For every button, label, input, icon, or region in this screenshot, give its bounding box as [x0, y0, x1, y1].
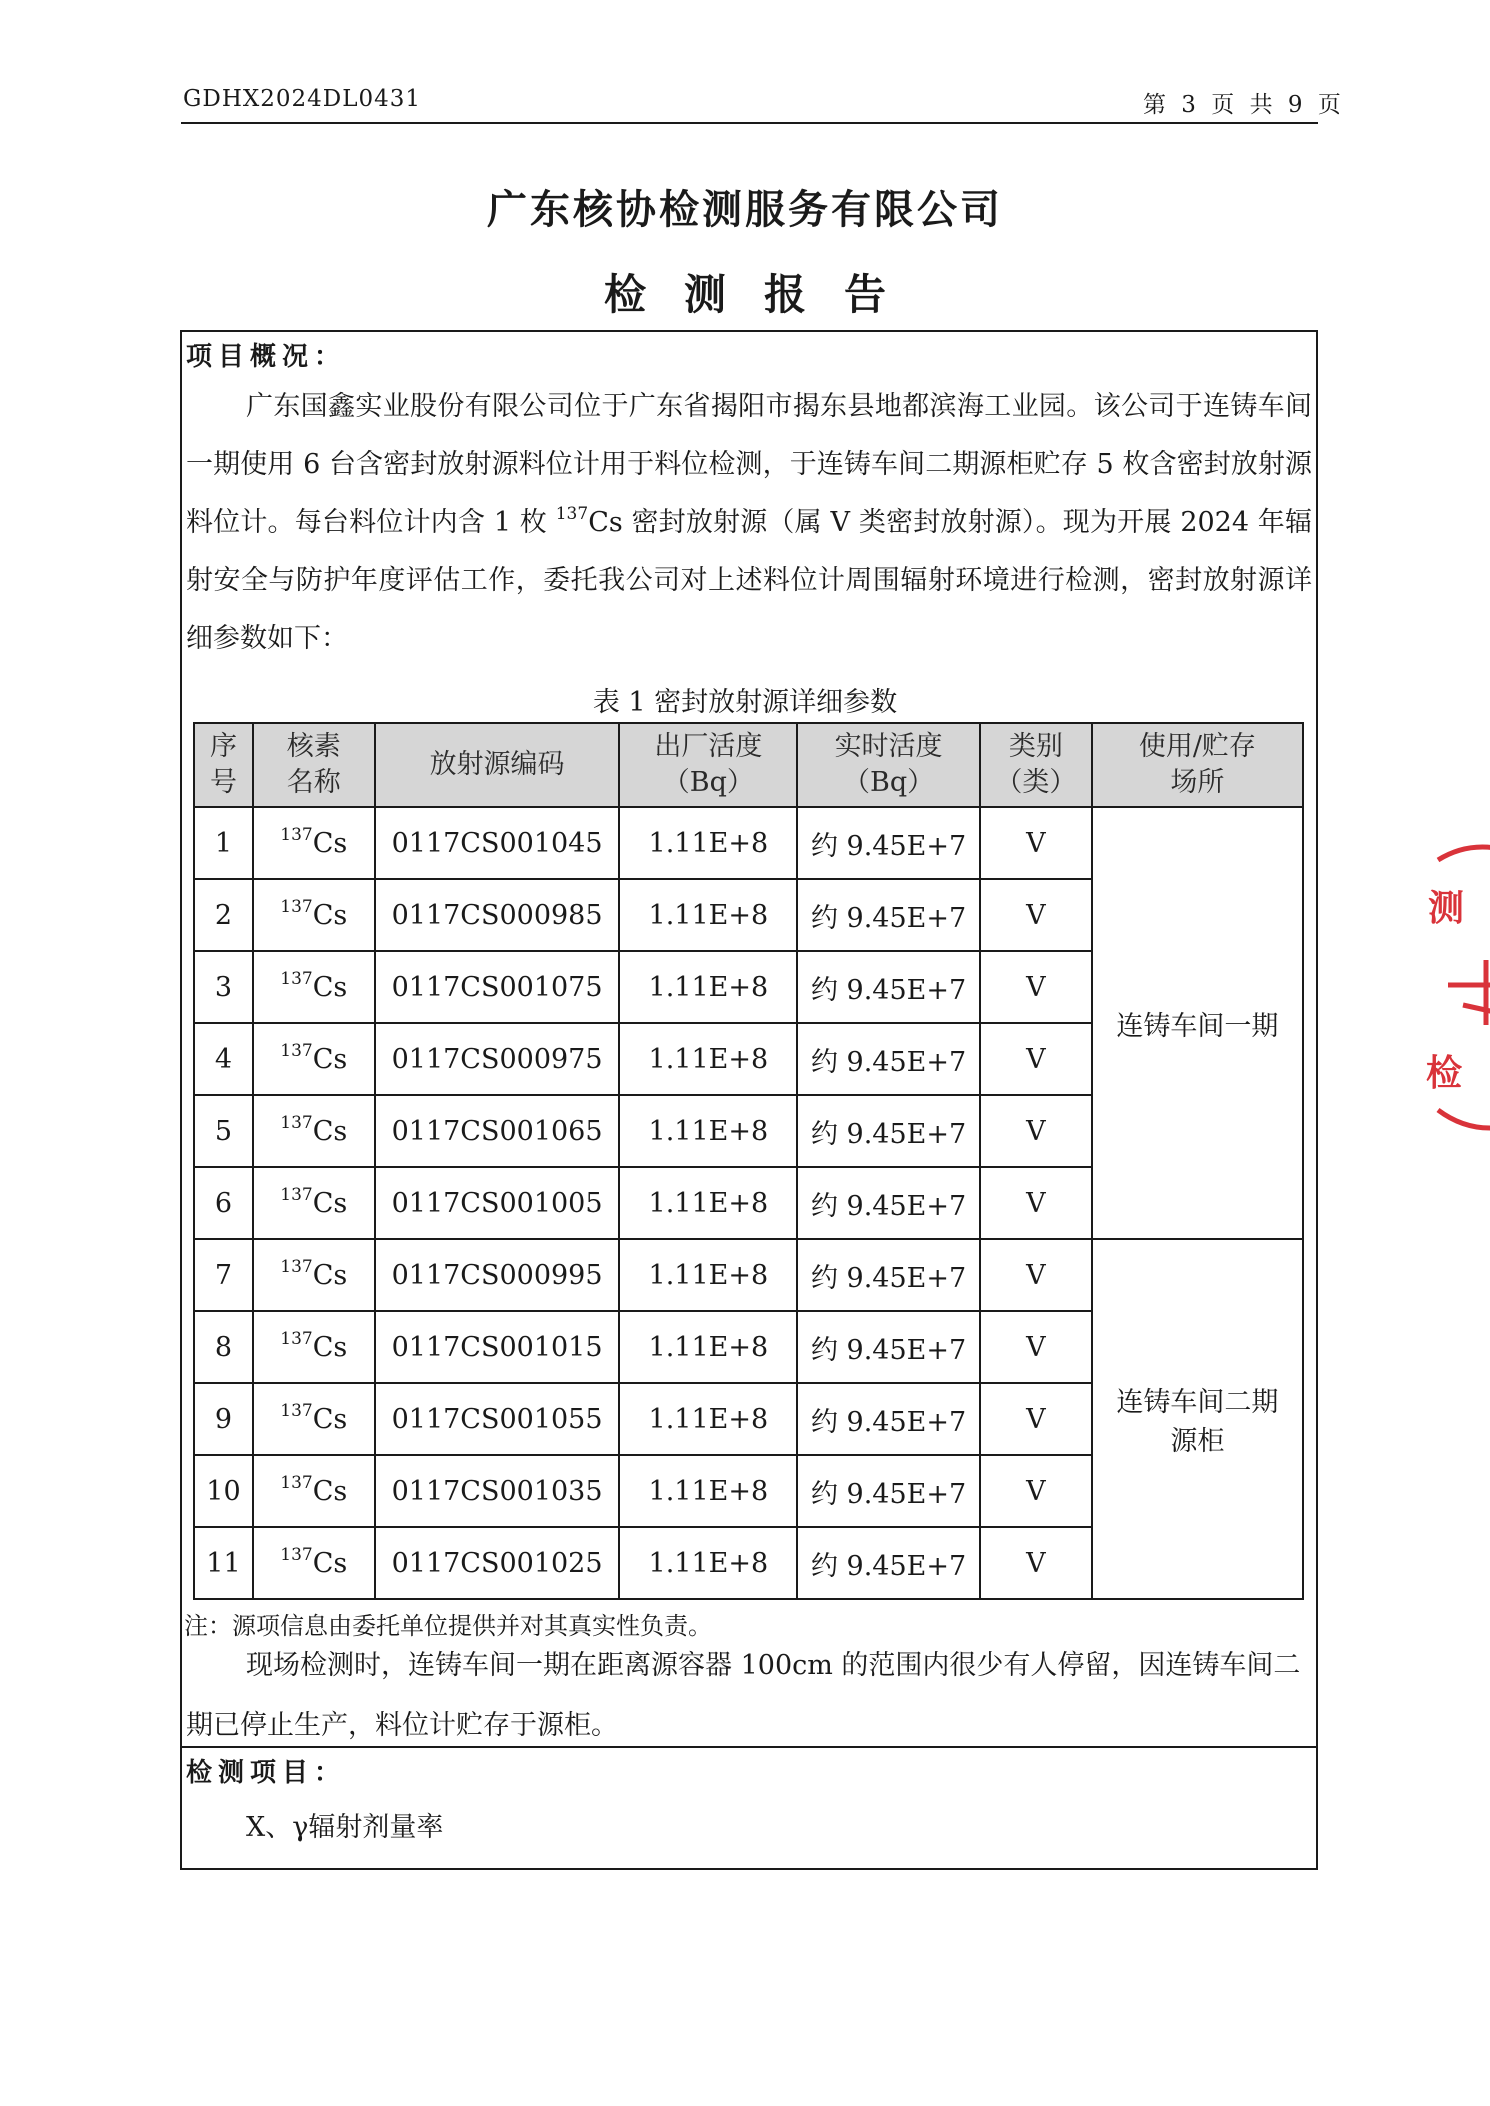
col-header-code: 放射源编码: [375, 723, 620, 807]
site-condition-paragraph: 现场检测时，连铸车间一期在距离源容器 100cm 的范围内很少有人停留，因连铸车间二期已停止生产，料位计贮存于源柜。: [186, 1650, 1301, 1741]
cell-factory-activity: 1.11E+8: [619, 1383, 797, 1455]
cell-source-code: 0117CS000995: [375, 1239, 620, 1311]
detection-items-content: X、γ辐射剂量率: [246, 1812, 444, 1843]
cell-nuclide: $^{137}$Cs: [253, 1527, 375, 1599]
cell-source-code: 0117CS001025: [375, 1527, 620, 1599]
cell-factory-activity: 1.11E+8: [619, 1023, 797, 1095]
cell-category: V: [980, 1167, 1092, 1239]
cell-realtime-activity: 约 9.45E+7: [797, 1383, 980, 1455]
svg-text:检: 检: [1426, 1053, 1463, 1094]
cell-no: 4: [194, 1023, 253, 1095]
col-header-category: 类别 （类）: [980, 723, 1092, 807]
company-name: 广东核协检测服务有限公司: [487, 187, 1003, 233]
cell-source-code: 0117CS001065: [375, 1095, 620, 1167]
table-row: [194, 807, 1303, 879]
cell-category: V: [980, 1455, 1092, 1527]
cell-location: 连铸车间二期 源柜: [1092, 1239, 1303, 1599]
cell-realtime-activity: 约 9.45E+7: [797, 1023, 980, 1095]
cell-factory-activity: 1.11E+8: [619, 1095, 797, 1167]
cell-category: V: [980, 879, 1092, 951]
cell-source-code: 0117CS001075: [375, 951, 620, 1023]
cell-source-code: 0117CS001045: [375, 807, 620, 879]
source-parameters-table: [193, 722, 1304, 1600]
cell-source-code: 0117CS000985: [375, 879, 620, 951]
col-header-no: 序 号: [194, 723, 253, 807]
table-note: 注：源项信息由委托单位提供并对其真实性负责。: [184, 1612, 712, 1640]
cell-factory-activity: 1.11E+8: [619, 1167, 797, 1239]
cell-nuclide: $^{137}$Cs: [253, 1167, 375, 1239]
table-header-row: [194, 723, 1303, 807]
report-number: GDHX2024DL0431: [183, 86, 422, 112]
table-body: [194, 807, 1303, 1599]
cell-source-code: 0117CS001055: [375, 1383, 620, 1455]
cell-source-code: 0117CS000975: [375, 1023, 620, 1095]
cell-no: 11: [194, 1527, 253, 1599]
header-divider: [181, 122, 1318, 124]
cell-category: V: [980, 1527, 1092, 1599]
cell-factory-activity: 1.11E+8: [619, 951, 797, 1023]
cell-category: V: [980, 807, 1092, 879]
cell-factory-activity: 1.11E+8: [619, 807, 797, 879]
cell-category: V: [980, 951, 1092, 1023]
cell-realtime-activity: 约 9.45E+7: [797, 879, 980, 951]
cell-factory-activity: 1.11E+8: [619, 879, 797, 951]
cell-nuclide: $^{137}$Cs: [253, 1095, 375, 1167]
cell-nuclide: $^{137}$Cs: [253, 1023, 375, 1095]
cell-category: V: [980, 1383, 1092, 1455]
col-header-factory-activity: 出厂活度 （Bq）: [619, 723, 797, 807]
cell-source-code: 0117CS001015: [375, 1311, 620, 1383]
cell-realtime-activity: 约 9.45E+7: [797, 951, 980, 1023]
cell-no: 7: [194, 1239, 253, 1311]
col-header-location: 使用/贮存 场所: [1092, 723, 1303, 807]
table-caption: 表 1 密封放射源详细参数: [592, 687, 898, 718]
red-seal-stamp: [1408, 840, 1490, 1140]
cell-nuclide: $^{137}$Cs: [253, 1239, 375, 1311]
cell-nuclide: $^{137}$Cs: [253, 951, 375, 1023]
col-header-realtime-activity: 实时活度 （Bq）: [797, 723, 980, 807]
overview-paragraph: 广东国鑫实业股份有限公司位于广东省揭阳市揭东县地都滨海工业园。该公司于连铸车间一期使用 6 台含密封放射源料位计用于料位检测，于连铸车间二期源柜贮存 5 枚含密封放射源料位计。每台料位计内含 1 枚 $^{137}$Cs 密封放射源（属 V 类密封放射源）。现为开展 2024 年辐射安全与防护年度评估工作，委托我公司对上述料位计周围辐射环境进行检测，密封放射源详细参数如下：: [186, 391, 1312, 654]
col-header-nuclide: 核素 名称: [253, 723, 375, 807]
cell-category: V: [980, 1095, 1092, 1167]
cell-no: 1: [194, 807, 253, 879]
isotope-mass-number: 137: [555, 504, 589, 524]
cell-nuclide: $^{137}$Cs: [253, 1455, 375, 1527]
cell-source-code: 0117CS001035: [375, 1455, 620, 1527]
cell-factory-activity: 1.11E+8: [619, 1455, 797, 1527]
table-row: [194, 1239, 1303, 1311]
document-title: 检测报告: [603, 270, 924, 319]
cell-source-code: 0117CS001005: [375, 1167, 620, 1239]
cell-nuclide: $^{137}$Cs: [253, 807, 375, 879]
cell-category: V: [980, 1239, 1092, 1311]
cell-realtime-activity: 约 9.45E+7: [797, 1095, 980, 1167]
cell-realtime-activity: 约 9.45E+7: [797, 1527, 980, 1599]
cell-no: 9: [194, 1383, 253, 1455]
cell-no: 5: [194, 1095, 253, 1167]
cell-realtime-activity: 约 9.45E+7: [797, 807, 980, 879]
cell-factory-activity: 1.11E+8: [619, 1527, 797, 1599]
section-divider: [180, 1746, 1318, 1748]
cell-no: 3: [194, 951, 253, 1023]
cell-no: 8: [194, 1311, 253, 1383]
detection-items-label: 检测项目：: [186, 1758, 347, 1788]
cell-no: 6: [194, 1167, 253, 1239]
cell-category: V: [980, 1311, 1092, 1383]
svg-text:测: 测: [1428, 888, 1465, 929]
cell-factory-activity: 1.11E+8: [619, 1239, 797, 1311]
overview-label: 项目概况：: [186, 342, 347, 372]
cell-realtime-activity: 约 9.45E+7: [797, 1167, 980, 1239]
cell-factory-activity: 1.11E+8: [619, 1311, 797, 1383]
cell-nuclide: $^{137}$Cs: [253, 1383, 375, 1455]
cell-realtime-activity: 约 9.45E+7: [797, 1311, 980, 1383]
cell-nuclide: $^{137}$Cs: [253, 1311, 375, 1383]
page-indicator: 第 3 页 共 9 页: [1143, 92, 1345, 118]
cell-realtime-activity: 约 9.45E+7: [797, 1239, 980, 1311]
cell-location: 连铸车间一期: [1092, 807, 1303, 1239]
cell-category: V: [980, 1023, 1092, 1095]
cell-no: 2: [194, 879, 253, 951]
cell-nuclide: $^{137}$Cs: [253, 879, 375, 951]
cell-realtime-activity: 约 9.45E+7: [797, 1455, 980, 1527]
cell-no: 10: [194, 1455, 253, 1527]
